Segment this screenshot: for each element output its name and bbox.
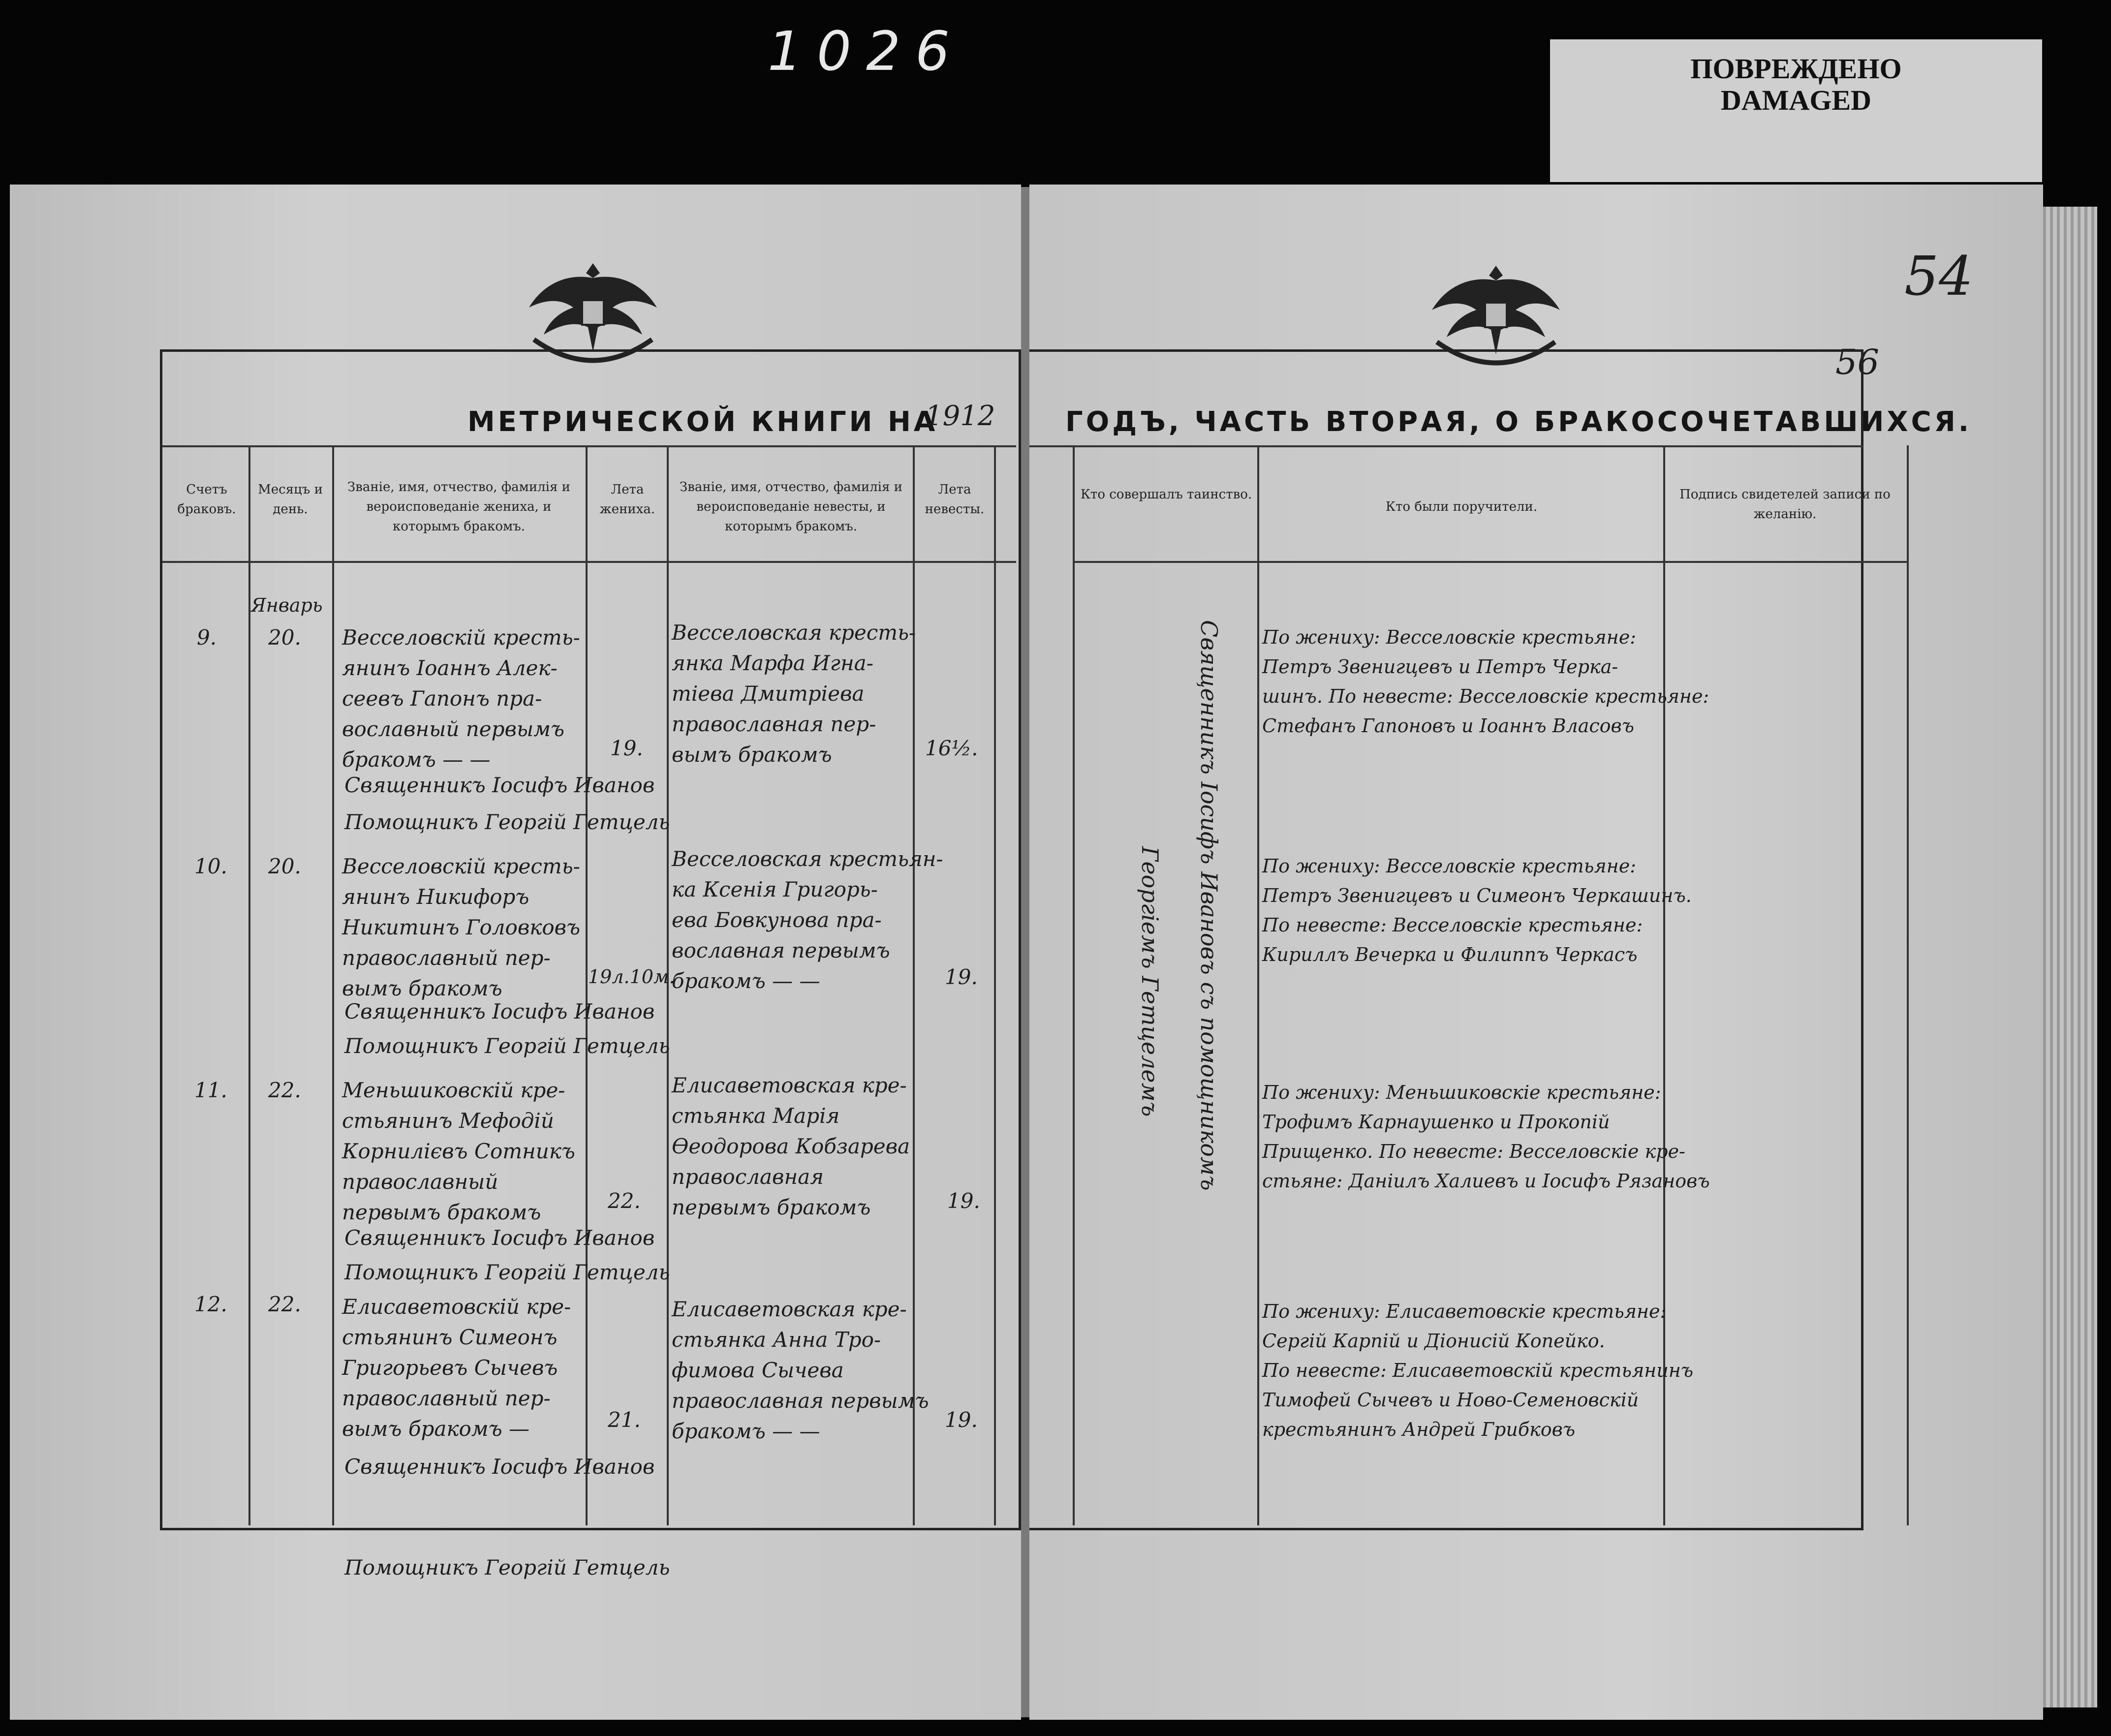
entry-10-signature-priest: Священникъ Іосифъ Иванов bbox=[344, 999, 655, 1023]
title-year: 1912 bbox=[925, 400, 995, 432]
title-right: ГОДЪ, ЧАСТЬ ВТОРАЯ, О БРАКОСОЧЕТАВШИХСЯ. bbox=[1065, 406, 1972, 438]
header-top-line bbox=[162, 445, 1016, 447]
entry-10-day: 20. bbox=[268, 854, 301, 878]
header-officiant: Кто совершалъ таинство. bbox=[1080, 487, 1252, 502]
entry-11-groom: Меньшиковскій кре- стьянинъ Мефодій Корнилієвъ Сотникъ православный первымъ бракомъ bbox=[342, 1078, 575, 1224]
header-bottom-line-right bbox=[1073, 561, 1908, 563]
damaged-label bbox=[1550, 39, 2042, 182]
header-groom-age: Лета жениха. bbox=[599, 482, 655, 517]
book-gutter bbox=[1021, 187, 1029, 1717]
entry-9-num: 9. bbox=[197, 625, 217, 650]
entry-12-signature-priest: Священникъ Іосифъ Иванов bbox=[344, 1455, 655, 1479]
col-line bbox=[1073, 445, 1075, 1525]
title-left: МЕТРИЧЕСКОЙ КНИГИ НА bbox=[467, 406, 938, 438]
officiant-text-2: Георгіемъ Гетцелемъ bbox=[1137, 846, 1163, 1117]
header-groom: Званіе, имя, отчество, фамилія и вероисповеданіе жениха, и которымъ бракомъ. bbox=[347, 480, 570, 534]
entry-9-groom-age: 19. bbox=[610, 736, 643, 760]
col-line bbox=[248, 445, 250, 1525]
entry-11-groom-age: 22. bbox=[608, 1189, 641, 1213]
header-bride-age: Лета невесты. bbox=[925, 482, 985, 517]
entry-10-bride: Весселовская крестьян- ка Ксенія Григорь- ева Бовкунова пра- вославная первымъ бракомъ — — bbox=[672, 847, 943, 993]
entry-11-signature-assistant: Помощникъ Георгій Гетцель bbox=[344, 1260, 670, 1284]
entry-12-num: 12. bbox=[194, 1292, 227, 1316]
header-count: Счетъ браковъ. bbox=[177, 482, 236, 517]
entry-9-bride-age: 16½. bbox=[925, 736, 978, 760]
officiant-text-1: Священникъ Іосифъ Ивановъ съ помощникомъ bbox=[1196, 620, 1222, 1191]
entry-10-bride-age: 19. bbox=[945, 965, 978, 989]
entry-11-num: 11. bbox=[194, 1078, 227, 1102]
entry-9-signature-priest: Священникъ Іосифъ Иванов bbox=[344, 773, 655, 797]
entry-12-groom: Елисаветовскій кре- стьянинъ Симеонъ Григорьевъ Сычевъ православный пер- вымъ бракомъ — bbox=[342, 1295, 571, 1441]
entry-12-bride: Елисаветовская кре- стьянка Анна Тро- фимова Сычева православная первымъ бракомъ — — bbox=[672, 1297, 929, 1443]
entry-12-groom-age: 21. bbox=[608, 1408, 641, 1432]
entry-10-groom: Весселовскій кресть- янинъ Никифоръ Никитинъ Головковъ православный пер- вымъ бракомъ bbox=[342, 854, 581, 1000]
header-bottom-line bbox=[162, 561, 1016, 563]
entry-11-bride-age: 19. bbox=[947, 1189, 980, 1213]
archive-number: 1026 bbox=[768, 20, 964, 83]
entry-12-day: 22. bbox=[268, 1292, 301, 1316]
entry-10-num: 10. bbox=[194, 854, 227, 878]
page-number: 56 bbox=[1835, 342, 1880, 382]
header-signatures: Подпись свидетелей записи по желанію. bbox=[1679, 487, 1891, 522]
entry-11-signature-priest: Священникъ Іосифъ Иванов bbox=[344, 1226, 655, 1250]
entry-10-sponsors: По жениху: Весселовскіе крестьяне: Петръ Звенигцевъ и Симеонъ Черкашинъ. По невесте: Весселовскіе крестьяне: Кириллъ Вечерка и Филиппъ Черкасъ bbox=[1262, 855, 1692, 965]
entry-9-day: 20. bbox=[268, 625, 301, 650]
month-label: Январь bbox=[251, 594, 323, 616]
col-line bbox=[1907, 445, 1909, 1525]
entry-9-sponsors: По жениху: Весселовскіе крестьяне: Петръ Звенигцевъ и Петръ Черка- шинъ. По невесте: Весселовскіе крестьяне: Стефанъ Гапоновъ и Іоаннъ Власовъ bbox=[1262, 626, 1709, 737]
entry-9-signature-assistant: Помощникъ Георгій Гетцель bbox=[344, 810, 670, 834]
header-top-line-right bbox=[1029, 445, 1863, 447]
entry-12-signature-assistant: Помощникъ Георгій Гетцель bbox=[344, 1555, 670, 1580]
sheet-number: 54 bbox=[1904, 245, 1973, 308]
entry-10-groom-age: 19л.10м. bbox=[588, 966, 675, 988]
header-sponsors: Кто были поручители. bbox=[1385, 499, 1538, 514]
entry-10-signature-assistant: Помощникъ Георгій Гетцель bbox=[344, 1034, 670, 1058]
col-line bbox=[332, 445, 334, 1525]
entry-9-groom: Весселовскій кресть- янинъ Іоаннъ Алек- сеевъ Гапонъ пра- вославный первымъ бракомъ — — bbox=[342, 625, 580, 772]
col-line bbox=[586, 445, 588, 1525]
damaged-label-en: DAMAGED bbox=[1720, 84, 1872, 116]
entry-9-bride: Весселовская кресть- янка Марфа Игна- тіева Дмитріева православная пер- вымъ бракомъ bbox=[672, 620, 916, 767]
col-line bbox=[994, 445, 996, 1525]
header-date: Месяцъ и день. bbox=[258, 482, 323, 517]
entry-11-sponsors: По жениху: Меньшиковскіе крестьяне: Трофимъ Карнаушенко и Прокопій Прищенко. По невесте: Весселовскіе кре- стьяне: Даніилъ Халиевъ и Іосифъ Рязановъ bbox=[1262, 1082, 1710, 1192]
entry-11-bride: Елисаветовская кре- стьянка Марія Өеодорова Кобзарева православная первымъ бракомъ bbox=[672, 1073, 910, 1219]
entry-11-day: 22. bbox=[268, 1078, 301, 1102]
entry-12-sponsors: По жениху: Елисаветовскіе крестьяне: Сергій Карпій и Діонисій Копейко. По невесте: Елисаветовскій крестьянинъ Тимофей Сычевъ и Ново-Семеновскій крестьянинъ Андрей Грибковъ bbox=[1262, 1301, 1694, 1440]
damaged-label-ru: ПОВРЕЖДЕНО bbox=[1690, 53, 1902, 85]
header-bride: Званіе, имя, отчество, фамилія и вероисповеданіе невесты, и которымъ бракомъ. bbox=[680, 480, 902, 534]
col-line bbox=[1257, 445, 1259, 1525]
page-edges bbox=[2043, 207, 2097, 1707]
entry-12-bride-age: 19. bbox=[945, 1408, 978, 1432]
